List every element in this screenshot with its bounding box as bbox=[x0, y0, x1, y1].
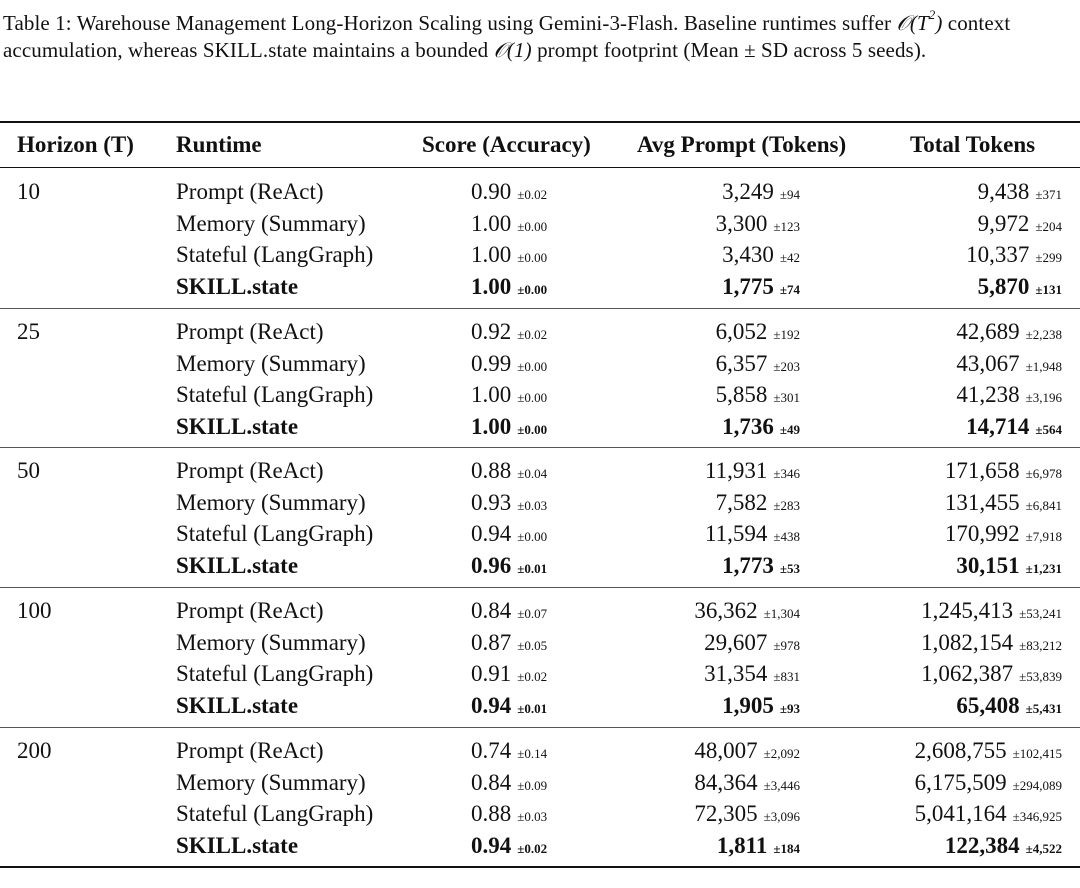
total-tokens-cell bbox=[0, 176, 1062, 210]
table-row bbox=[0, 798, 1080, 829]
total-tokens-cell bbox=[0, 208, 1062, 242]
avg-prompt-value: 11,931 bbox=[704, 458, 768, 483]
runtime-cell: Memory (Summary) bbox=[176, 489, 366, 515]
total-tokens-cell bbox=[0, 735, 1062, 769]
total-tokens-cell bbox=[0, 518, 1062, 552]
avg-prompt-value: 29,607 bbox=[704, 629, 768, 655]
avg-prompt-value: 1,736 bbox=[722, 413, 774, 439]
runtime-cell: Memory (Summary) bbox=[176, 210, 366, 236]
total-tokens-sd: ±53,241 bbox=[1019, 606, 1062, 621]
score-value: 0.87 bbox=[471, 629, 512, 655]
runtime-cell: Stateful (LangGraph) bbox=[176, 242, 374, 267]
total-tokens-value: 41,238 bbox=[956, 382, 1020, 407]
runtime-cell: Prompt (ReAct) bbox=[176, 738, 324, 763]
score-value: 0.96 bbox=[471, 552, 512, 578]
total-tokens-sd: ±5,431 bbox=[1025, 700, 1062, 716]
score-sd: ±0.00 bbox=[517, 390, 548, 405]
total-tokens-value: 5,870 bbox=[977, 273, 1030, 299]
total-tokens-sd: ±6,841 bbox=[1025, 497, 1062, 513]
runtime-cell: Stateful (LangGraph) bbox=[176, 661, 374, 686]
total-tokens-value: 171,658 bbox=[944, 458, 1020, 483]
avg-prompt-sd: ±184 bbox=[773, 840, 800, 856]
avg-prompt-sd: ±42 bbox=[779, 250, 800, 265]
score-value: 0.88 bbox=[471, 801, 512, 826]
table-row bbox=[0, 208, 1080, 239]
total-tokens-sd: ±564 bbox=[1035, 421, 1062, 437]
avg-prompt-value: 11,594 bbox=[704, 521, 768, 546]
table-row bbox=[0, 595, 1080, 626]
avg-prompt-sd: ±123 bbox=[773, 218, 800, 234]
table-header bbox=[0, 128, 1080, 162]
table-top-rule bbox=[0, 121, 1080, 123]
avg-prompt-sd: ±978 bbox=[773, 637, 800, 653]
score-sd: ±0.03 bbox=[517, 497, 548, 513]
total-tokens-sd: ±83,212 bbox=[1019, 637, 1062, 653]
total-tokens-value: 30,151 bbox=[956, 552, 1020, 578]
total-tokens-sd: ±204 bbox=[1035, 218, 1062, 234]
total-tokens-value: 42,689 bbox=[956, 319, 1020, 344]
avg-prompt-value: 5,858 bbox=[715, 382, 768, 407]
caption-suffix: prompt footprint (Mean ± SD across 5 seeds). bbox=[537, 38, 927, 62]
score-value: 0.88 bbox=[471, 458, 512, 483]
table-row bbox=[0, 455, 1080, 486]
table-row bbox=[0, 239, 1080, 270]
horizon-cell: 50 bbox=[17, 458, 40, 483]
table-row bbox=[0, 627, 1080, 658]
total-tokens-value: 5,041,164 bbox=[914, 801, 1007, 826]
score-value: 0.93 bbox=[471, 489, 512, 515]
total-tokens-cell bbox=[0, 455, 1062, 489]
total-tokens-value: 14,714 bbox=[966, 413, 1030, 439]
runtime-cell: SKILL.state bbox=[176, 552, 299, 578]
runtime-cell: Memory (Summary) bbox=[176, 350, 366, 376]
avg-prompt-sd: ±49 bbox=[779, 421, 800, 437]
total-tokens-value: 1,082,154 bbox=[921, 629, 1014, 655]
total-tokens-cell bbox=[0, 830, 1062, 864]
table-row bbox=[0, 487, 1080, 518]
table-row bbox=[0, 830, 1080, 861]
total-tokens-cell bbox=[0, 627, 1062, 661]
total-tokens-value: 10,337 bbox=[966, 242, 1030, 267]
score-sd: ±0.07 bbox=[517, 606, 548, 621]
avg-prompt-value: 1,811 bbox=[716, 832, 768, 858]
header-total-tokens: Total Tokens bbox=[910, 132, 1036, 157]
header-avg-prompt: Avg Prompt (Tokens) bbox=[637, 132, 847, 157]
total-tokens-value: 1,245,413 bbox=[921, 598, 1014, 623]
score-sd: ±0.01 bbox=[517, 560, 548, 576]
avg-prompt-value: 31,354 bbox=[704, 661, 768, 686]
total-tokens-cell bbox=[0, 271, 1062, 305]
table-row bbox=[0, 348, 1080, 379]
score-value: 0.92 bbox=[471, 319, 512, 344]
runtime-cell: Prompt (ReAct) bbox=[176, 598, 324, 623]
avg-prompt-sd: ±438 bbox=[773, 529, 800, 544]
avg-prompt-sd: ±53 bbox=[779, 560, 800, 576]
score-value: 0.84 bbox=[471, 769, 512, 795]
score-value: 0.91 bbox=[471, 661, 512, 686]
score-sd: ±0.02 bbox=[517, 327, 548, 342]
runtime-cell: Stateful (LangGraph) bbox=[176, 801, 374, 826]
table-row bbox=[0, 271, 1080, 302]
group-separator bbox=[0, 587, 1080, 588]
score-value: 0.94 bbox=[471, 692, 512, 718]
table-row bbox=[0, 176, 1080, 207]
runtime-cell: Stateful (LangGraph) bbox=[176, 382, 374, 407]
score-value: 0.74 bbox=[471, 738, 512, 763]
caption-complexity-constant: 𝒪(1) bbox=[493, 38, 532, 62]
total-tokens-value: 9,438 bbox=[977, 179, 1030, 204]
score-sd: ±0.09 bbox=[517, 777, 548, 793]
table-bottom-rule bbox=[0, 866, 1080, 868]
avg-prompt-sd: ±301 bbox=[773, 390, 800, 405]
total-tokens-value: 2,608,755 bbox=[914, 738, 1007, 763]
avg-prompt-value: 36,362 bbox=[694, 598, 758, 623]
avg-prompt-sd: ±283 bbox=[773, 497, 800, 513]
score-sd: ±0.02 bbox=[517, 187, 548, 202]
table-row bbox=[0, 316, 1080, 347]
total-tokens-cell bbox=[0, 379, 1062, 413]
total-tokens-cell bbox=[0, 411, 1062, 445]
total-tokens-cell bbox=[0, 239, 1062, 273]
avg-prompt-value: 72,305 bbox=[694, 801, 758, 826]
runtime-cell: SKILL.state bbox=[176, 832, 299, 858]
runtime-cell: SKILL.state bbox=[176, 413, 299, 439]
score-value: 1.00 bbox=[471, 242, 512, 267]
total-tokens-sd: ±2,238 bbox=[1025, 327, 1062, 342]
total-tokens-value: 122,384 bbox=[944, 832, 1020, 858]
horizon-cell: 100 bbox=[17, 598, 52, 623]
score-value: 0.90 bbox=[471, 179, 512, 204]
runtime-cell: Memory (Summary) bbox=[176, 629, 366, 655]
total-tokens-value: 9,972 bbox=[977, 210, 1030, 236]
score-value: 1.00 bbox=[471, 210, 512, 236]
total-tokens-sd: ±1,948 bbox=[1025, 358, 1062, 374]
total-tokens-cell bbox=[0, 798, 1062, 832]
avg-prompt-value: 3,300 bbox=[715, 210, 768, 236]
total-tokens-cell bbox=[0, 595, 1062, 629]
total-tokens-value: 6,175,509 bbox=[914, 769, 1007, 795]
total-tokens-cell bbox=[0, 316, 1062, 350]
caption-complexity-close: ) bbox=[935, 11, 943, 35]
avg-prompt-value: 48,007 bbox=[694, 738, 758, 763]
total-tokens-value: 65,408 bbox=[956, 692, 1020, 718]
table-row bbox=[0, 767, 1080, 798]
score-sd: ±0.14 bbox=[517, 746, 548, 761]
header-runtime: Runtime bbox=[176, 132, 262, 157]
runtime-cell: SKILL.state bbox=[176, 692, 299, 718]
runtime-cell: SKILL.state bbox=[176, 273, 299, 299]
total-tokens-sd: ±53,839 bbox=[1019, 669, 1062, 684]
group-separator bbox=[0, 727, 1080, 728]
total-tokens-value: 131,455 bbox=[944, 489, 1020, 515]
total-tokens-cell bbox=[0, 487, 1062, 521]
runtime-cell: Prompt (ReAct) bbox=[176, 319, 324, 344]
score-value: 1.00 bbox=[471, 382, 512, 407]
avg-prompt-value: 84,364 bbox=[694, 769, 758, 795]
score-sd: ±0.02 bbox=[517, 840, 548, 856]
total-tokens-cell bbox=[0, 348, 1062, 382]
total-tokens-value: 170,992 bbox=[944, 521, 1020, 546]
avg-prompt-sd: ±93 bbox=[779, 700, 800, 716]
total-tokens-sd: ±131 bbox=[1035, 281, 1062, 297]
score-value: 0.94 bbox=[471, 521, 512, 546]
avg-prompt-value: 6,052 bbox=[715, 319, 768, 344]
table-row bbox=[0, 735, 1080, 766]
runtime-cell: Prompt (ReAct) bbox=[176, 458, 324, 483]
avg-prompt-value: 6,357 bbox=[715, 350, 768, 376]
avg-prompt-value: 1,905 bbox=[722, 692, 774, 718]
total-tokens-cell bbox=[0, 690, 1062, 724]
score-value: 1.00 bbox=[471, 413, 512, 439]
score-sd: ±0.01 bbox=[517, 700, 548, 716]
avg-prompt-value: 1,773 bbox=[722, 552, 774, 578]
runtime-cell: Stateful (LangGraph) bbox=[176, 521, 374, 546]
score-value: 0.84 bbox=[471, 598, 512, 623]
header-horizon: Horizon (T) bbox=[17, 132, 134, 157]
table-row bbox=[0, 379, 1080, 410]
total-tokens-sd: ±346,925 bbox=[1012, 809, 1062, 824]
table-row bbox=[0, 550, 1080, 581]
score-sd: ±0.00 bbox=[517, 281, 548, 297]
score-sd: ±0.05 bbox=[517, 637, 548, 653]
total-tokens-cell bbox=[0, 550, 1062, 584]
total-tokens-sd: ±3,196 bbox=[1025, 390, 1062, 405]
score-value: 0.99 bbox=[471, 350, 512, 376]
total-tokens-sd: ±299 bbox=[1035, 250, 1062, 265]
score-sd: ±0.02 bbox=[517, 669, 548, 684]
table-row bbox=[0, 690, 1080, 721]
total-tokens-sd: ±7,918 bbox=[1025, 529, 1062, 544]
avg-prompt-value: 3,430 bbox=[722, 242, 774, 267]
table-row bbox=[0, 518, 1080, 549]
avg-prompt-value: 3,249 bbox=[722, 179, 774, 204]
score-sd: ±0.00 bbox=[517, 218, 548, 234]
avg-prompt-sd: ±3,096 bbox=[763, 809, 800, 824]
caption-complexity-exponent: 2 bbox=[928, 7, 936, 22]
table-header-rule bbox=[0, 167, 1080, 168]
avg-prompt-sd: ±2,092 bbox=[763, 746, 800, 761]
horizon-cell: 25 bbox=[17, 319, 40, 344]
caption-prefix: Table 1: Warehouse Management Long-Horizon Scaling using Gemini-3-Flash. Baseline runtimes suffer bbox=[3, 11, 892, 35]
total-tokens-value: 1,062,387 bbox=[921, 661, 1014, 686]
score-value: 1.00 bbox=[471, 273, 512, 299]
total-tokens-sd: ±102,415 bbox=[1012, 746, 1062, 761]
total-tokens-sd: ±4,522 bbox=[1025, 840, 1062, 856]
total-tokens-sd: ±1,231 bbox=[1025, 560, 1062, 576]
table-row bbox=[0, 411, 1080, 442]
header-score: Score (Accuracy) bbox=[422, 132, 591, 157]
avg-prompt-sd: ±74 bbox=[779, 281, 800, 297]
avg-prompt-sd: ±3,446 bbox=[763, 777, 800, 793]
avg-prompt-sd: ±831 bbox=[773, 669, 800, 684]
avg-prompt-sd: ±192 bbox=[773, 327, 800, 342]
total-tokens-cell bbox=[0, 658, 1062, 692]
avg-prompt-sd: ±94 bbox=[779, 187, 800, 202]
horizon-cell: 10 bbox=[17, 179, 40, 204]
score-sd: ±0.03 bbox=[517, 809, 548, 824]
caption-complexity-quadratic: 𝒪(T bbox=[896, 11, 929, 35]
score-sd: ±0.00 bbox=[517, 529, 548, 544]
total-tokens-value: 43,067 bbox=[956, 350, 1020, 376]
group-separator bbox=[0, 447, 1080, 448]
table-row bbox=[0, 658, 1080, 689]
avg-prompt-value: 1,775 bbox=[722, 273, 774, 299]
total-tokens-sd: ±371 bbox=[1035, 187, 1062, 202]
table-caption bbox=[3, 7, 1077, 64]
avg-prompt-sd: ±346 bbox=[773, 466, 800, 481]
total-tokens-sd: ±294,089 bbox=[1012, 777, 1062, 793]
runtime-cell: Prompt (ReAct) bbox=[176, 179, 324, 204]
total-tokens-cell bbox=[0, 767, 1062, 801]
score-sd: ±0.00 bbox=[517, 358, 548, 374]
score-sd: ±0.00 bbox=[517, 250, 548, 265]
avg-prompt-value: 7,582 bbox=[715, 489, 768, 515]
score-sd: ±0.00 bbox=[517, 421, 548, 437]
caption-middle: context accumulation, whereas SKILL.state maintains a bounded bbox=[3, 11, 1011, 62]
score-sd: ±0.04 bbox=[517, 466, 548, 481]
avg-prompt-sd: ±203 bbox=[773, 358, 800, 374]
total-tokens-sd: ±6,978 bbox=[1025, 466, 1062, 481]
group-separator bbox=[0, 308, 1080, 309]
horizon-cell: 200 bbox=[17, 738, 52, 763]
score-value: 0.94 bbox=[471, 832, 512, 858]
avg-prompt-sd: ±1,304 bbox=[763, 606, 800, 621]
runtime-cell: Memory (Summary) bbox=[176, 769, 366, 795]
